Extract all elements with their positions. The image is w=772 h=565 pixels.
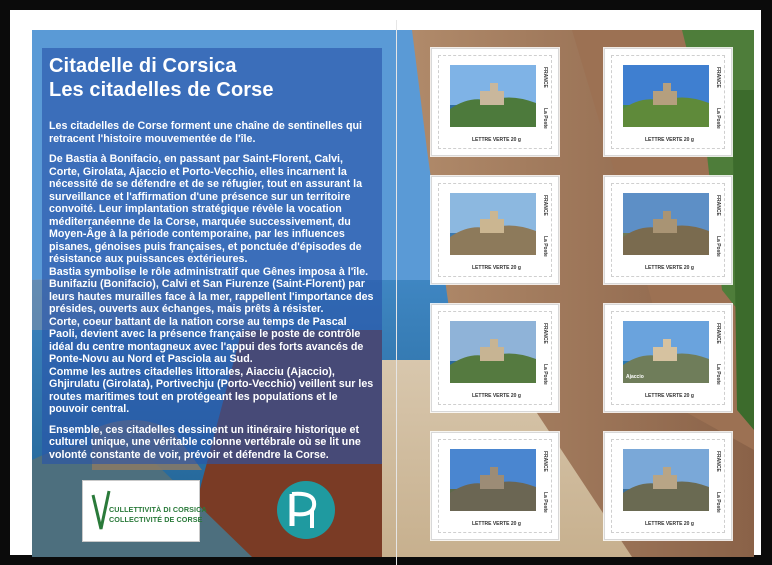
stamp-photo-caption: Ajaccio <box>626 374 644 380</box>
stamp-country: FRANCE <box>542 195 548 216</box>
stamp-photo <box>623 321 709 383</box>
stamp-calvi <box>431 176 559 284</box>
paragraph-conclusion: Ensemble, ces citadelles dessinent un itinéraire historique et culturel unique, une véritable colonne vertébrale où se lit une volonté constante de voir, prévoir et défendre la Corse. <box>49 423 361 461</box>
v-check-logo-icon <box>91 489 111 533</box>
paragraph-littorales: Comme les autres citadelles littorales, Aiacciu (Ajaccio), Ghjirulatu (Girolata), Portivechju (Porto-Vecchio) veillent sur les routes maritimes tout en protégeant les populations et le pouvoir central. <box>49 365 374 415</box>
paragraph-presides: Bunifaziu (Bonifacio), Calvi et San Fiurenze (Saint-Florent) par leurs hautes murailles face à la mer, rappellent l'importance des présides, ouverts aux échanges, mais prêts à résister. <box>49 278 374 315</box>
stamp-side-text <box>536 451 548 513</box>
citadel-photo-illustration <box>450 321 536 383</box>
ctc-french-name: COLLECTIVITÉ DE CORSE <box>109 515 203 524</box>
stamp-country: FRANCE <box>715 451 721 472</box>
citadel-photo-illustration <box>450 193 536 255</box>
stamp-ajaccio <box>604 304 732 412</box>
stamp-value: LETTRE VERTE 20 g <box>645 265 694 271</box>
pi-monogram-logo-icon <box>276 480 336 540</box>
stamp-side-text <box>709 451 721 513</box>
stamp-value: LETTRE VERTE 20 g <box>645 393 694 399</box>
stamp-post: La Poste <box>715 492 721 513</box>
citadel-photo-illustration <box>623 449 709 511</box>
stamp-porto-vecchio <box>431 432 559 540</box>
stamp-girolata <box>431 304 559 412</box>
stamp-photo <box>623 193 709 255</box>
citadel-photo-illustration <box>450 449 536 511</box>
sheet-fold-line <box>396 20 397 565</box>
stamp-value: LETTRE VERTE 20 g <box>645 521 694 527</box>
stamp-side-text <box>536 195 548 257</box>
stamp-country: FRANCE <box>542 323 548 344</box>
stamp-post: La Poste <box>715 108 721 129</box>
stamp-value: LETTRE VERTE 20 g <box>472 393 521 399</box>
description-text <box>49 120 374 461</box>
sheet-title <box>49 54 374 102</box>
stamp-bastia <box>431 48 559 156</box>
stamp-photo <box>450 449 536 511</box>
paragraph-bastia: Bastia symbolise le rôle administratif que Gênes imposa à l'île. <box>49 265 369 278</box>
stamp-photo <box>450 321 536 383</box>
stamp-sheet <box>10 10 761 555</box>
stamp-post: La Poste <box>542 236 548 257</box>
title-corsican: Citadelle di Corsica <box>49 55 237 77</box>
stamp-value: LETTRE VERTE 20 g <box>645 137 694 143</box>
citadel-photo-illustration <box>623 65 709 127</box>
stamp-photo <box>623 449 709 511</box>
stamp-post: La Poste <box>542 108 548 129</box>
stamp-value: LETTRE VERTE 20 g <box>472 137 521 143</box>
collectivite-de-corse-logo <box>82 480 207 542</box>
paragraph-corte: Corte, coeur battant de la nation corse au temps de Pascal Paoli, devient avec la présence française le poste de contrôle idéal du centre montagneux avec l'appui des forts avancés de Ponte-Novu au Nord et Pasciola au Sud. <box>49 315 364 365</box>
stamp-country: FRANCE <box>715 323 721 344</box>
pi-logo <box>276 480 336 540</box>
stamp-country: FRANCE <box>715 195 721 216</box>
paragraph-intro: Les citadelles de Corse forment une chaîne de sentinelles qui retracent l'histoire mouvementée de l'île. <box>49 120 363 145</box>
stamp-side-text <box>709 195 721 257</box>
stamp-corte <box>604 176 732 284</box>
stamp-post: La Poste <box>715 236 721 257</box>
stamp-photo <box>450 193 536 255</box>
stamp-post: La Poste <box>542 492 548 513</box>
stamp-side-text <box>536 67 548 129</box>
stamp-side-text <box>709 323 721 385</box>
stamp-bonifacio-tower <box>604 48 732 156</box>
citadel-photo-illustration <box>623 193 709 255</box>
citadel-photo-illustration <box>450 65 536 127</box>
stamp-post: La Poste <box>542 364 548 385</box>
stamp-country: FRANCE <box>715 67 721 88</box>
stamp-side-text <box>536 323 548 385</box>
description-panel <box>42 48 382 464</box>
stamp-value: LETTRE VERTE 20 g <box>472 521 521 527</box>
ctc-corsican-name: CULLETTIVITÀ DI CORSICA <box>109 505 207 514</box>
paragraph-overview: De Bastia à Bonifacio, en passant par Saint-Florent, Calvi, Corte, Girolata, Ajaccio et Porto-Vecchio, elles incarnent la nécessité de se défendre et de se réfugier, tout en assurant la surveillance et l'affirmation d'une présence sur un territoire convoité. Leur implantation stratégique révèle la vocation méditerranéenne de la Corse, marquée successivement, du Moyen-Âge à la période contemporaine, par les influences pisanes, génoises puis françaises, et ponctuée d'épisodes de résistance aux puissances extérieures. <box>49 153 363 265</box>
title-french: Les citadelles de Corse <box>49 79 274 101</box>
stamp-post: La Poste <box>715 364 721 385</box>
stamp-photo <box>623 65 709 127</box>
stamp-saint-florent <box>604 432 732 540</box>
stamp-side-text <box>709 67 721 129</box>
stamp-country: FRANCE <box>542 67 548 88</box>
stamp-photo <box>450 65 536 127</box>
stamp-value: LETTRE VERTE 20 g <box>472 265 521 271</box>
stamp-country: FRANCE <box>542 451 548 472</box>
